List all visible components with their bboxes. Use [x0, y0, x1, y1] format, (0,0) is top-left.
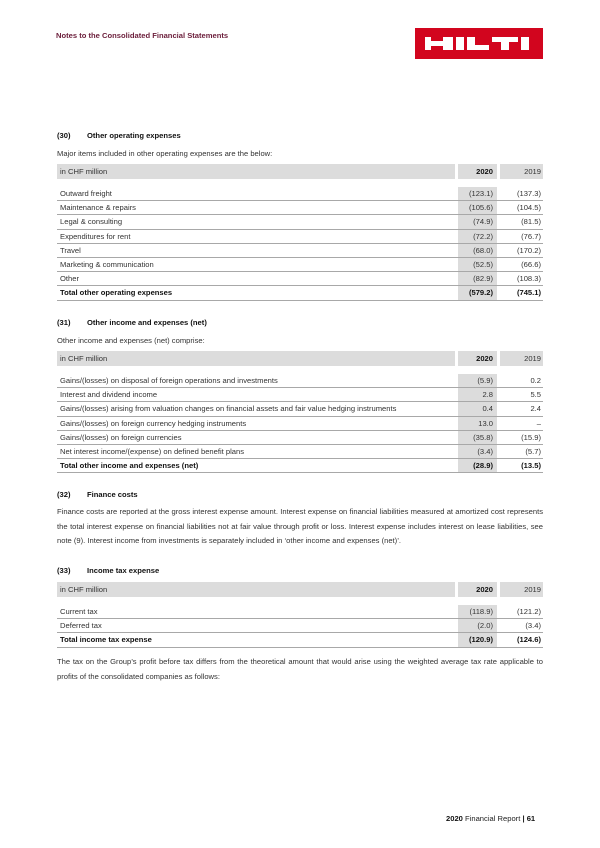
- row-label: Gains/(losses) on foreign currencies: [57, 430, 455, 444]
- other-income-expenses-table: [57, 351, 543, 473]
- value-2020: (123.1): [458, 187, 497, 201]
- table-row: [57, 374, 543, 388]
- section-31-heading: [57, 318, 207, 327]
- value-2019: (3.4): [500, 619, 543, 633]
- row-label: Marketing & communication: [57, 258, 455, 272]
- value-2019: (15.9): [500, 430, 543, 444]
- value-2019: (5.7): [500, 445, 543, 459]
- section-title: Income tax expense: [87, 566, 160, 575]
- value-2020: (52.5): [458, 258, 497, 272]
- column-header-2019: 2019: [500, 164, 543, 179]
- row-label: Net interest income/(expense) on defined benefit plans: [57, 445, 455, 459]
- row-label: Outward freight: [57, 187, 455, 201]
- footer-separator: |: [522, 814, 525, 823]
- value-2020: (3.4): [458, 445, 497, 459]
- row-label: Gains/(losses) on disposal of foreign operations and investments: [57, 374, 455, 388]
- value-2019: 0.2: [500, 374, 543, 388]
- footer-year: 2020: [446, 814, 463, 823]
- table-row: [57, 402, 543, 416]
- value-2019: 5.5: [500, 388, 543, 402]
- table-row: [57, 229, 543, 243]
- row-label: Other: [57, 272, 455, 286]
- column-header-unit: in CHF million: [57, 164, 455, 179]
- row-label: Travel: [57, 243, 455, 257]
- value-2019: –: [500, 416, 543, 430]
- section-number: (30): [57, 131, 71, 140]
- value-2020: (82.9): [458, 272, 497, 286]
- row-label: Expenditures for rent: [57, 229, 455, 243]
- row-label: Deferred tax: [57, 619, 455, 633]
- table-row: [57, 388, 543, 402]
- section-number: (33): [57, 566, 71, 575]
- table-row: [57, 201, 543, 215]
- value-2020: 2.8: [458, 388, 497, 402]
- value-2019: 2.4: [500, 402, 543, 416]
- section-31-intro: Other income and expenses (net) comprise:: [57, 336, 205, 345]
- table-row: [57, 445, 543, 459]
- section-title: Finance costs: [87, 490, 138, 499]
- value-2019: (108.3): [500, 272, 543, 286]
- table-total-row: [57, 459, 543, 473]
- value-2020: (72.2): [458, 229, 497, 243]
- row-label: Gains/(losses) on foreign currency hedging instruments: [57, 416, 455, 430]
- total-2019: (745.1): [500, 286, 543, 300]
- row-label: Interest and dividend income: [57, 388, 455, 402]
- hilti-logo-icon: [415, 28, 543, 59]
- table-row: [57, 243, 543, 257]
- value-2019: (170.2): [500, 243, 543, 257]
- table-header-row: [57, 351, 543, 366]
- row-label: Gains/(losses) arising from valuation changes on financial assets and fair value hedging instruments: [57, 402, 455, 416]
- total-label: Total other operating expenses: [57, 286, 455, 300]
- table-row: [57, 272, 543, 286]
- row-label: Current tax: [57, 605, 455, 619]
- table-row: [57, 430, 543, 444]
- table-row: [57, 416, 543, 430]
- table-header-row: [57, 164, 543, 179]
- section-title: Other income and expenses (net): [87, 318, 207, 327]
- column-header-2020: 2020: [458, 351, 497, 366]
- total-2020: (579.2): [458, 286, 497, 300]
- value-2019: (104.5): [500, 201, 543, 215]
- total-label: Total other income and expenses (net): [57, 459, 455, 473]
- section-number: (31): [57, 318, 71, 327]
- table-header-row: [57, 582, 543, 597]
- value-2020: (118.9): [458, 605, 497, 619]
- table-row: [57, 215, 543, 229]
- section-30-heading: [57, 131, 181, 140]
- section-title: Other operating expenses: [87, 131, 181, 140]
- section-33-heading: [57, 566, 159, 575]
- value-2020: (68.0): [458, 243, 497, 257]
- value-2020: (2.0): [458, 619, 497, 633]
- value-2020: (35.8): [458, 430, 497, 444]
- column-header-unit: in CHF million: [57, 582, 455, 597]
- total-2019: (13.5): [500, 459, 543, 473]
- section-32-heading: [57, 490, 138, 499]
- total-2019: (124.6): [500, 633, 543, 647]
- table-row: [57, 619, 543, 633]
- table-row: [57, 258, 543, 272]
- tax-reconciliation-paragraph: The tax on the Group’s profit before tax differs from the theoretical amount that would arise using the weighted average tax rate applicable to profits of the consolidated companies as follows:: [57, 657, 543, 681]
- running-header-title: Notes to the Consolidated Financial Statements: [56, 31, 229, 40]
- table-row: [57, 605, 543, 619]
- value-2019: (121.2): [500, 605, 543, 619]
- column-header-2019: 2019: [500, 351, 543, 366]
- hilti-logo: [415, 28, 543, 59]
- page-footer: [446, 814, 535, 823]
- value-2020: (105.6): [458, 201, 497, 215]
- column-header-2020: 2020: [458, 582, 497, 597]
- total-2020: (120.9): [458, 633, 497, 647]
- value-2019: (76.7): [500, 229, 543, 243]
- page-number: 61: [526, 814, 536, 823]
- value-2020: (74.9): [458, 215, 497, 229]
- other-operating-expenses-table: [57, 164, 543, 301]
- value-2020: 13.0: [458, 416, 497, 430]
- footer-report-name: Financial Report: [465, 814, 521, 823]
- value-2019: (81.5): [500, 215, 543, 229]
- column-header-2019: 2019: [500, 582, 543, 597]
- value-2020: (5.9): [458, 374, 497, 388]
- column-header-2020: 2020: [458, 164, 497, 179]
- table-row: [57, 187, 543, 201]
- section-30-intro: Major items included in other operating expenses are the below:: [57, 149, 273, 158]
- section-number: (32): [57, 490, 71, 499]
- value-2019: (137.3): [500, 187, 543, 201]
- income-tax-expense-table: [57, 582, 543, 648]
- value-2020: 0.4: [458, 402, 497, 416]
- table-total-row: [57, 633, 543, 647]
- total-2020: (28.9): [458, 459, 497, 473]
- table-total-row: [57, 286, 543, 300]
- total-label: Total income tax expense: [57, 633, 455, 647]
- row-label: Maintenance & repairs: [57, 201, 455, 215]
- value-2019: (66.6): [500, 258, 543, 272]
- column-header-unit: in CHF million: [57, 351, 455, 366]
- row-label: Legal & consulting: [57, 215, 455, 229]
- finance-costs-paragraph: Finance costs are reported at the gross interest expense amount. Interest expense on financial liabilities measured at amortized cost represents the total interest expense on financial liabilities not at fair value through profit or loss. Interest expense includes interest on lease liabilities, see note (9). Interest income from investments is separately included in ‘other income and expenses (net)’.: [57, 507, 543, 545]
